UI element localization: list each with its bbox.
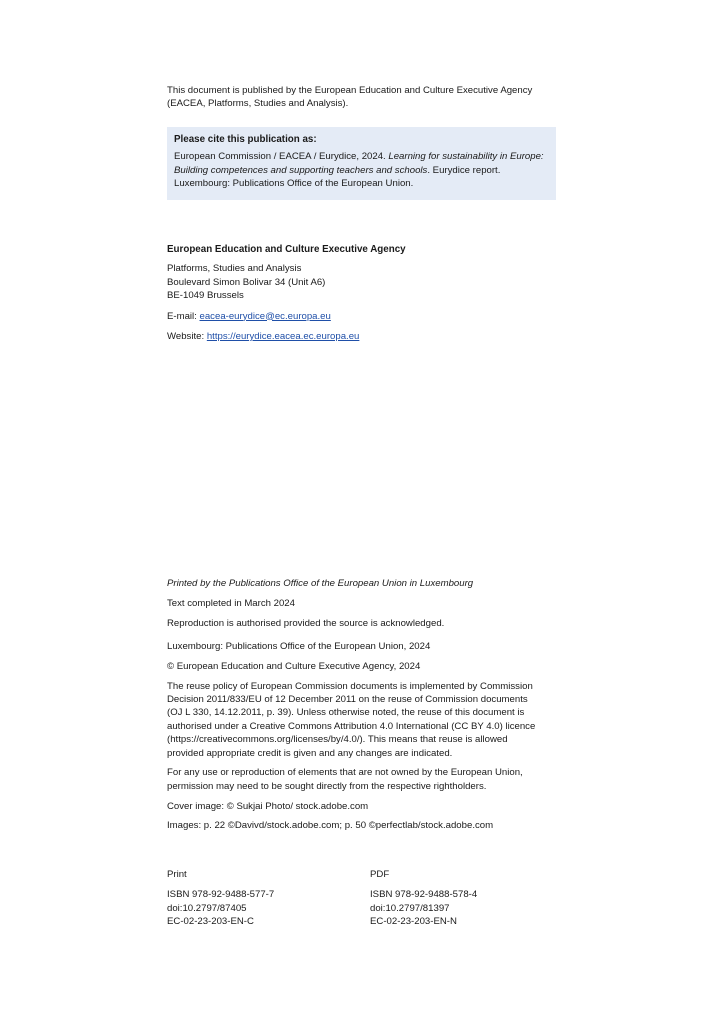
- publisher-line: Luxembourg: Publications Office of the European Union, 2024: [167, 641, 431, 652]
- reuse-policy-line: (https://creativecommons.org/licenses/by/4.0/). This means that reuse is allowed: [167, 734, 508, 746]
- images-credit: Images: p. 22 ©Davivd/stock.adobe.com; p. 50 ©perfectlab/stock.adobe.com: [167, 820, 494, 832]
- publisher-statement-line: This document is published by the European Education and Culture Executive Agency: [167, 85, 533, 96]
- reuse-policy-line: (OJ L 330, 14.12.2011, p. 39). Unless otherwise noted, the reuse of this document is: [167, 707, 525, 719]
- email-link[interactable]: eacea-eurydice@ec.europa.eu: [199, 310, 331, 322]
- agency-street: Boulevard Simon Bolivar 34 (Unit A6): [167, 276, 326, 288]
- reproduction-notice: Reproduction is authorised provided the source is acknowledged.: [167, 617, 445, 629]
- website-label: Website:: [167, 331, 207, 343]
- website-link[interactable]: https://eurydice.eacea.ec.europa.eu: [206, 331, 360, 343]
- print-isbn: ISBN 978-92-9488-577-7: [167, 889, 275, 901]
- reuse-policy-line: The reuse policy of European Commission documents is implemented by Commission: [167, 680, 533, 692]
- print-edition: [167, 868, 357, 929]
- cover-image-credit: Cover image: © Sukjai Photo/ stock.adobe.com: [167, 800, 369, 812]
- citation-box: [167, 127, 556, 200]
- citation-title: Learning for sustainability in Europe: Building competences and supporting teachers and schools: [174, 151, 544, 176]
- agency-city: BE-1049 Brussels: [167, 290, 244, 302]
- rights-notice: [167, 766, 547, 793]
- agency-contact: [167, 243, 567, 343]
- copyright-line: © European Education and Culture Executive Agency, 2024: [167, 660, 421, 672]
- citation-text: [174, 150, 549, 190]
- agency-email-line: [167, 310, 567, 323]
- publisher-statement: [167, 84, 547, 111]
- agency-unit: Platforms, Studies and Analysis: [167, 263, 302, 275]
- pdf-label: PDF: [370, 869, 390, 880]
- reuse-policy-line: provided appropriate credit is given and any changes are indicated.: [167, 747, 453, 759]
- email-label: E-mail:: [167, 310, 200, 322]
- pdf-isbn: ISBN 978-92-9488-578-4: [370, 889, 478, 901]
- pdf-doi: doi:10.2797/81397: [370, 902, 450, 914]
- text-completed: Text completed in March 2024: [167, 597, 295, 609]
- agency-website-line: [167, 330, 567, 343]
- rights-notice-line: permission may need to be sought directly from the respective rightholders.: [167, 780, 487, 792]
- citation-heading: Please cite this publication as:: [174, 134, 317, 145]
- print-doi: doi:10.2797/87405: [167, 902, 247, 914]
- citation-prefix: European Commission / EACEA / Eurydice, 2024.: [174, 151, 389, 163]
- agency-name: European Education and Culture Executive Agency: [167, 244, 406, 255]
- pdf-catalogue-number: EC-02-23-203-EN-N: [370, 916, 457, 928]
- reuse-policy-line: Decision 2011/833/EU of 12 December 2011 on the reuse of Commission documents: [167, 694, 528, 705]
- reuse-policy: [167, 680, 547, 760]
- pdf-edition: [370, 868, 560, 929]
- citation-suffix: . Eurydice report. Luxembourg: Publications Office of the European Union.: [174, 164, 501, 190]
- print-catalogue-number: EC-02-23-203-EN-C: [167, 916, 254, 928]
- reuse-policy-line: authorised under a Creative Commons Attribution 4.0 International (CC BY 4.0) licence: [167, 720, 536, 732]
- rights-notice-line: For any use or reproduction of elements that are not owned by the European Union,: [167, 767, 523, 779]
- legal-notice: [167, 577, 547, 839]
- publisher-statement-line: (EACEA, Platforms, Studies and Analysis).: [167, 98, 349, 110]
- printed-by: Printed by the Publications Office of the European Union in Luxembourg: [167, 578, 474, 589]
- print-label: Print: [167, 869, 187, 880]
